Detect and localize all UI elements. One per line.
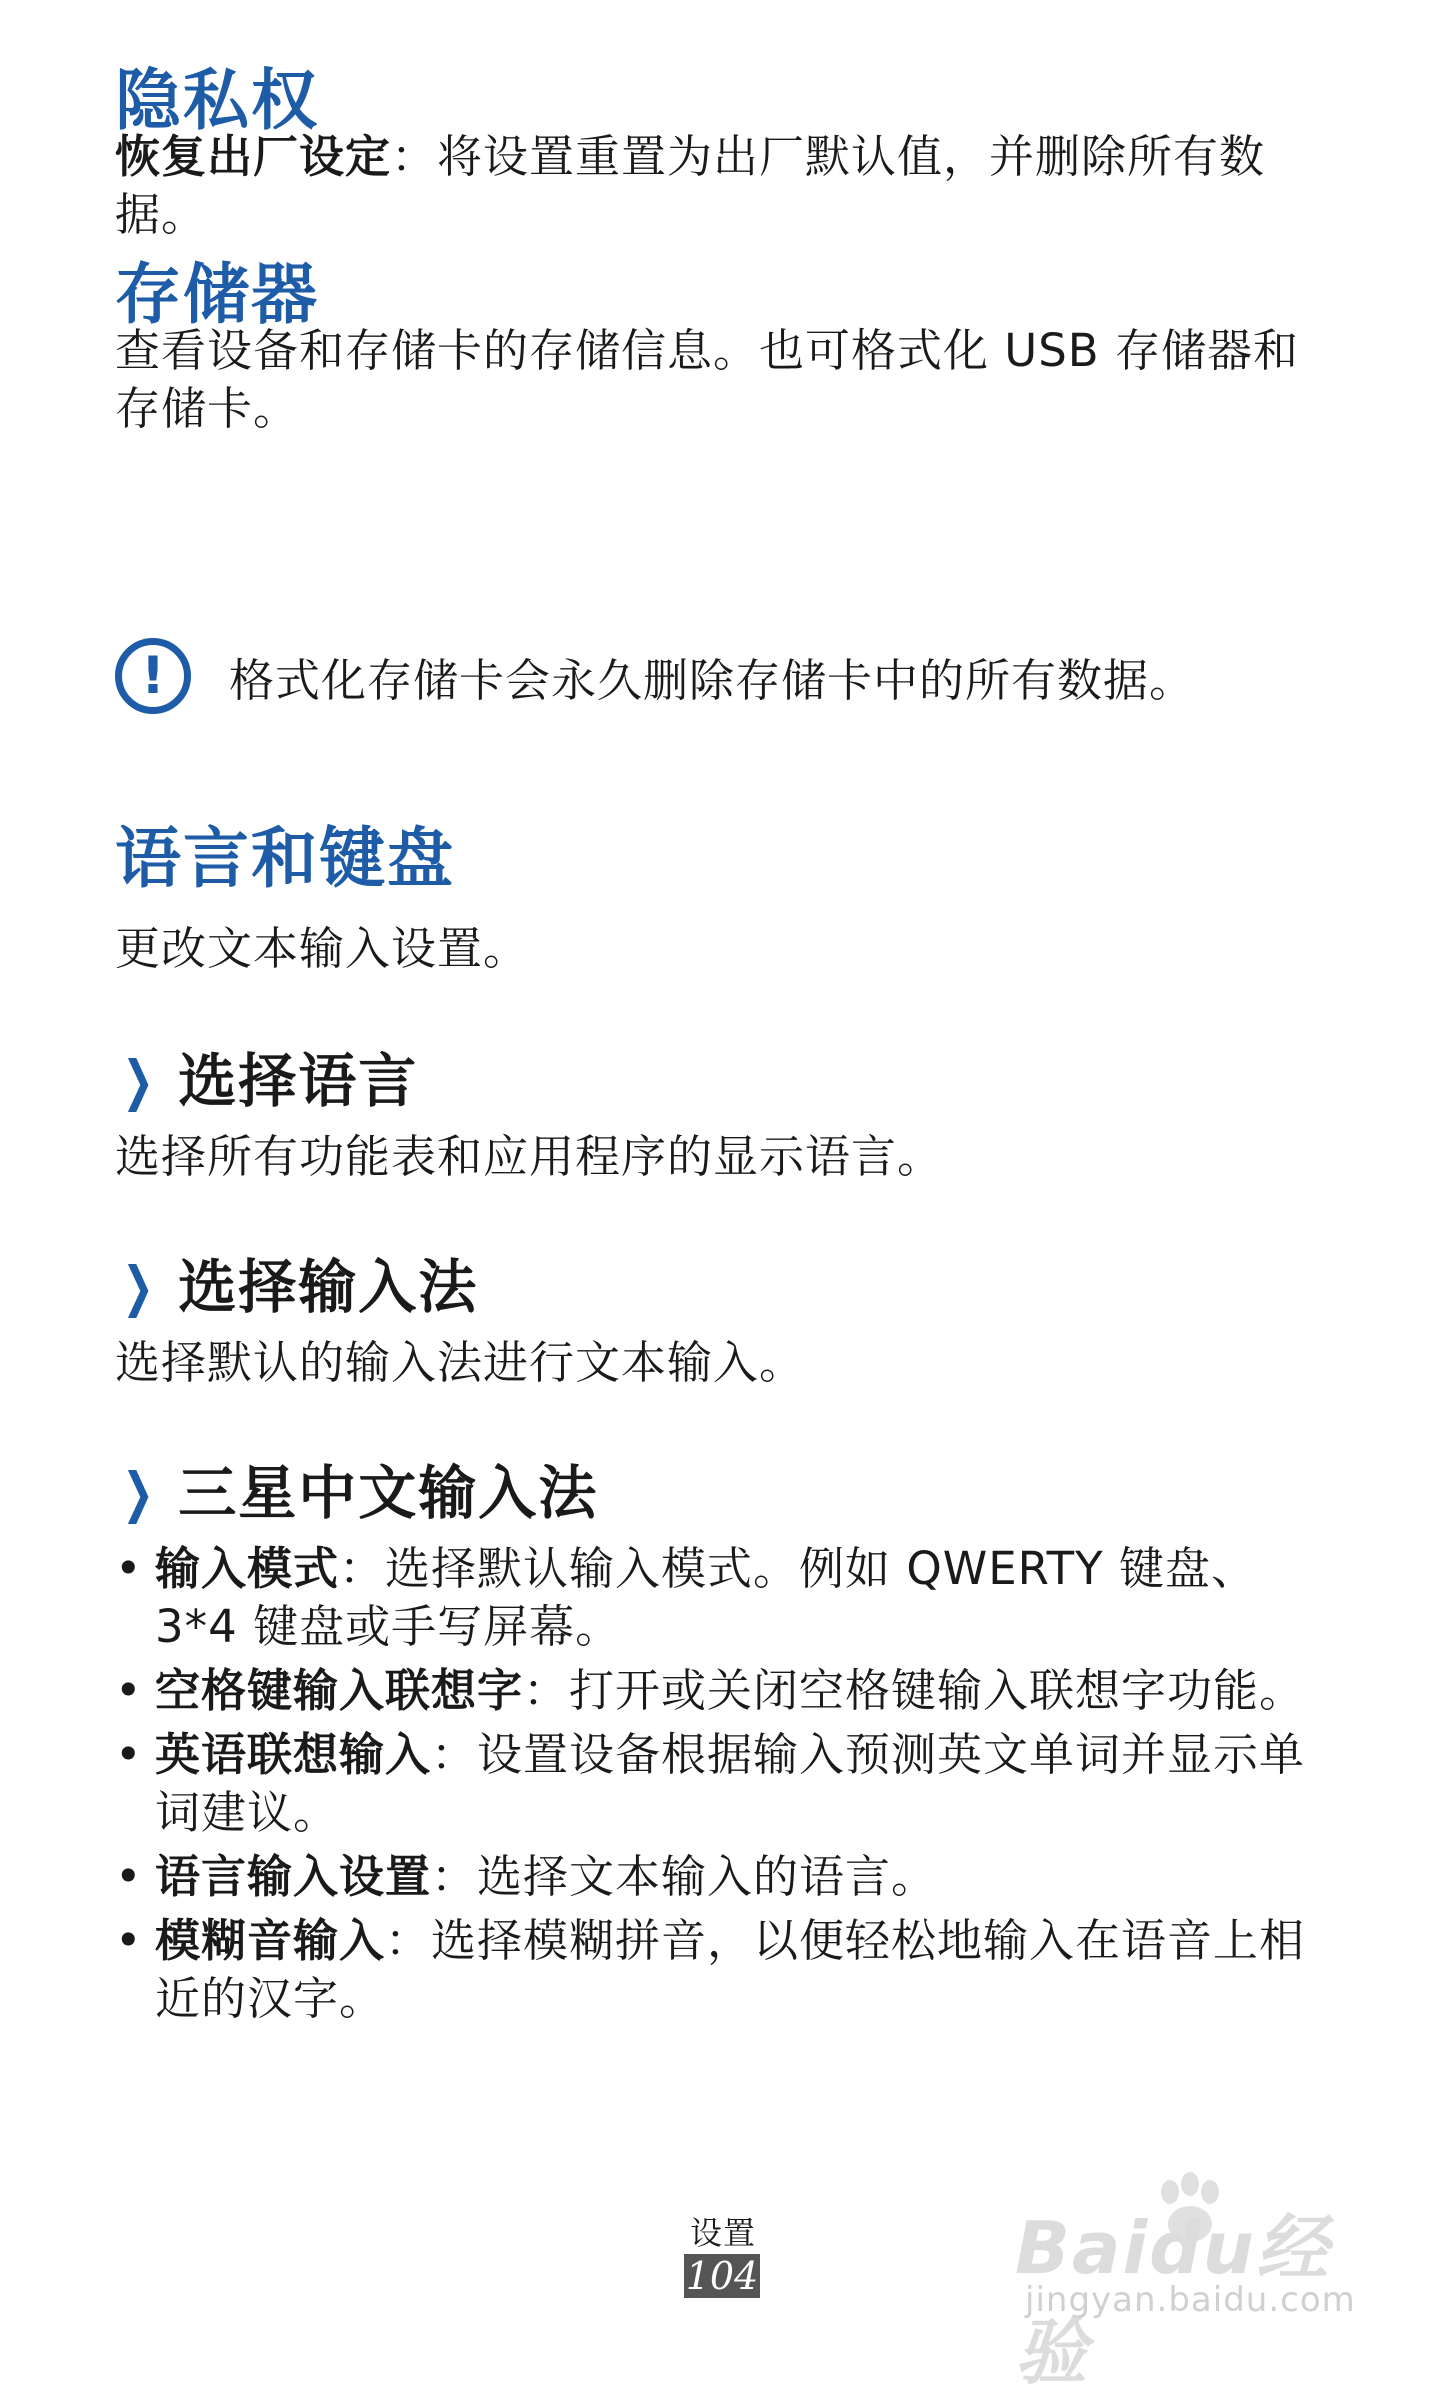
exclamation-icon: ! — [115, 638, 191, 714]
select-language-heading — [115, 1047, 419, 1115]
select-input-title: 选择输入法 — [178, 1253, 479, 1321]
select-input-paragraph: 选择默认的输入法进行文本输入。 — [115, 1336, 806, 1389]
privacy-item-label: 恢复出厂设定 — [115, 130, 392, 183]
privacy-item-text: ：将设置重置为出厂默认值，并删除所有数据。 — [115, 130, 1266, 241]
storage-warning-text: 格式化存储卡会永久删除存储卡中的所有数据。 — [229, 653, 1196, 707]
storage-warning — [115, 638, 1195, 714]
language-paragraph: 更改文本输入设置。 — [115, 922, 530, 975]
list-item: • 英语联想输入：设置设备根据输入预测英文单词并显示单词建议。 — [115, 1728, 1306, 1839]
list-item: • 模糊音输入：选择模糊拼音，以便轻松地输入在语音上相近的汉字。 — [115, 1914, 1306, 2025]
footer-section-label: 设置 — [690, 2214, 757, 2252]
samsung-input-heading — [115, 1459, 599, 1527]
samsung-input-options — [115, 1540, 1315, 2034]
chevron-right-icon: ❯ — [122, 1255, 156, 1318]
watermark-brand: Baidu经验 — [1015, 2206, 1330, 2394]
baidu-watermark — [1015, 2170, 1356, 2394]
privacy-heading: 隐私权 — [115, 62, 319, 139]
storage-paragraph: 查看设备和存储卡的存储信息。也可格式化 USB 存储器和存储卡。 — [115, 324, 1299, 435]
watermark-url: jingyan.baidu.com — [1025, 2280, 1356, 2320]
list-item: • 空格键输入联想字：打开或关闭空格键输入联想字功能。 — [115, 1664, 1306, 1717]
list-item: • 输入模式：选择默认输入模式。例如 QWERTY 键盘、3*4 键盘或手写屏幕。 — [115, 1542, 1257, 1653]
list-item: • 语言输入设置：选择文本输入的语言。 — [115, 1850, 938, 1903]
page-number: 104 — [685, 2254, 759, 2298]
select-input-heading — [115, 1253, 479, 1321]
select-language-paragraph: 选择所有功能表和应用程序的显示语言。 — [115, 1130, 944, 1183]
select-language-title: 选择语言 — [178, 1047, 419, 1115]
samsung-input-title: 三星中文输入法 — [178, 1459, 599, 1527]
storage-heading: 存储器 — [115, 256, 319, 333]
language-heading: 语言和键盘 — [115, 820, 455, 897]
chevron-right-icon: ❯ — [122, 1461, 156, 1524]
chevron-right-icon: ❯ — [122, 1049, 156, 1112]
privacy-paragraph — [115, 128, 1305, 244]
